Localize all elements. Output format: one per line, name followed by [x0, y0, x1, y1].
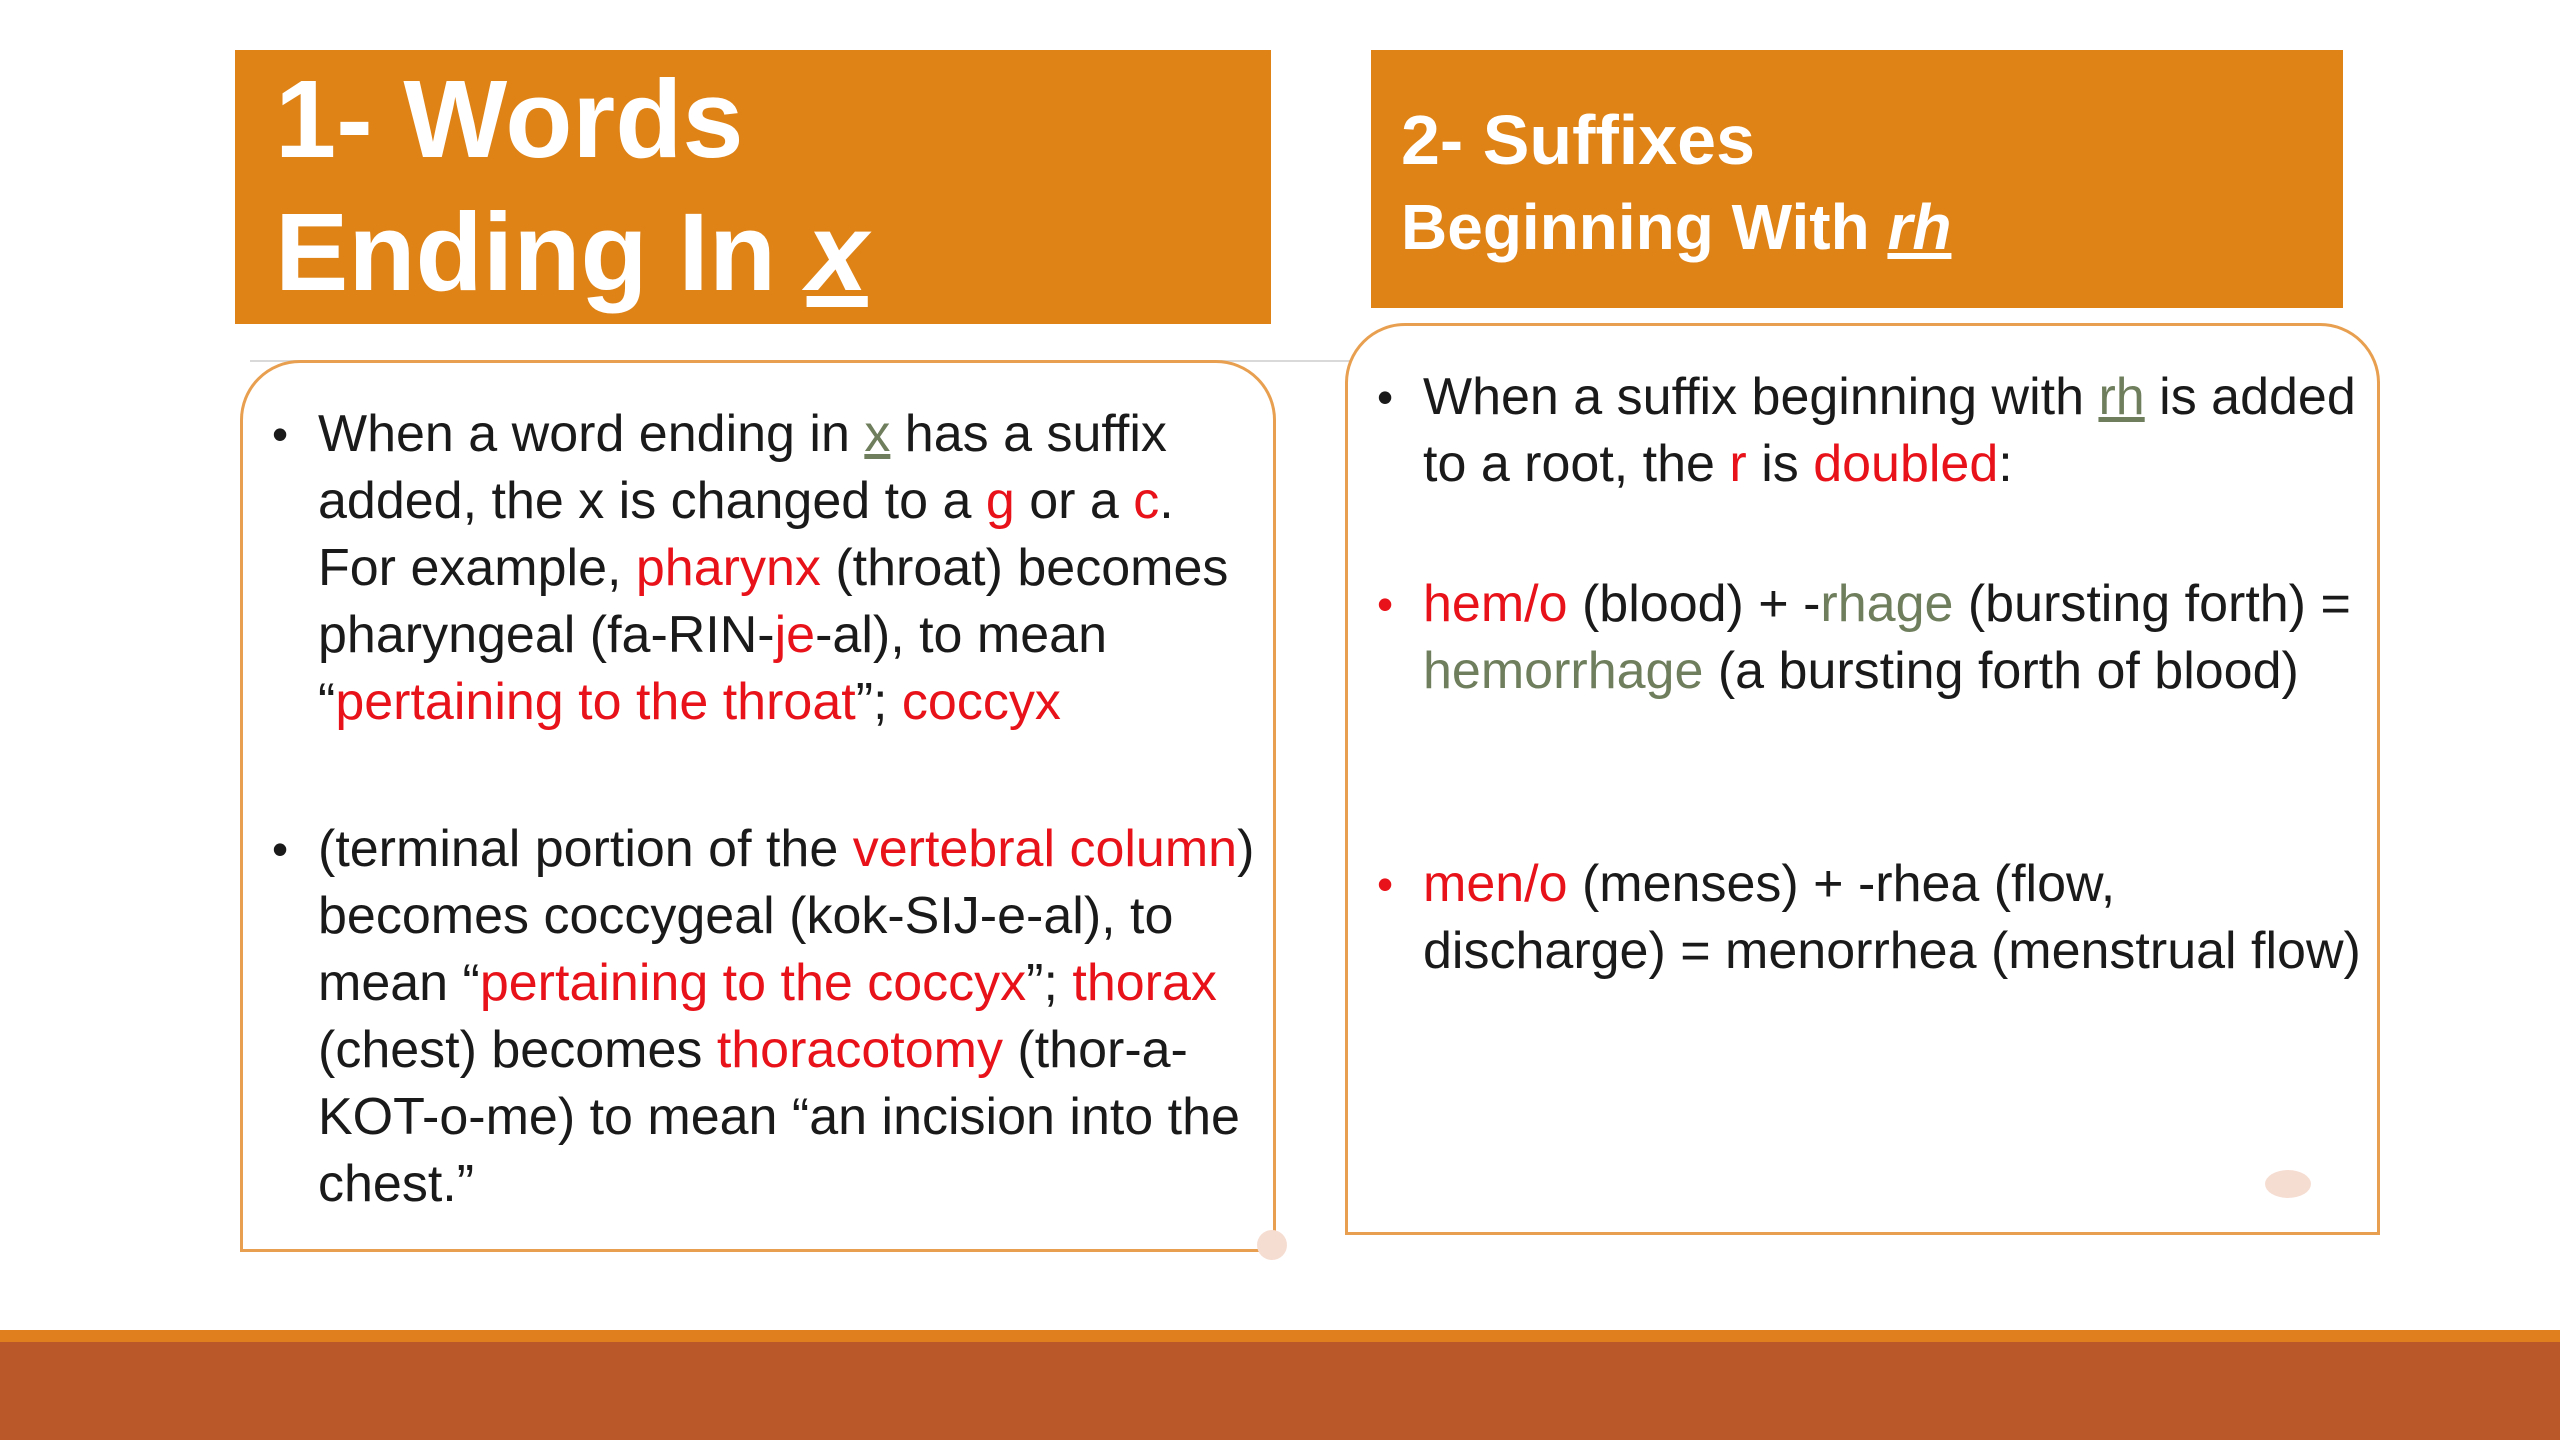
heading1-line2: [275, 191, 868, 314]
heading2-line1: 2- Suffixes: [1401, 101, 1755, 179]
card-words-ending-in-x: [240, 360, 1276, 1252]
card1-bullet-paragraph-2: • (terminal portion of the vertebral column) becomes coccygeal (kok-SIJ-e-al), to mean “pertaining to the coccyx”; thorax (chest) becomes thoracotomy (thor-a-KOT-o-me) to mean “an incision into the chest.”: [318, 816, 1263, 1218]
card2-bullet-paragraph-3: • men/o (menses) + -rhea (flow, discharge) = menorrhea (menstrual flow): [1423, 851, 2363, 985]
heading2-line2-prefix: Beginning With: [1401, 191, 1888, 263]
bullet-dot: •: [1377, 858, 1394, 910]
card2-bullet-paragraph-1: • When a suffix beginning with rh is added to a root, the r is doubled:: [1423, 364, 2363, 498]
heading1-letter-x: x: [806, 191, 868, 314]
bullet-dot: •: [1377, 371, 1394, 423]
heading2-letters-rh: rh: [1887, 191, 1952, 263]
heading-suffixes-beginning-with-rh: [1371, 50, 2343, 308]
decorative-oval: [2265, 1170, 2311, 1198]
bullet-dot: •: [272, 823, 289, 875]
bullet-dot: •: [272, 408, 289, 460]
bullet-dot: •: [1377, 578, 1394, 630]
decorative-dot: [1257, 1230, 1287, 1260]
heading-words-ending-in-x: [235, 50, 1271, 324]
heading2-line2: [1401, 191, 1952, 263]
footer-band: [0, 1342, 2560, 1440]
heading1-line2-prefix: Ending In: [275, 191, 807, 314]
card1-bullet-paragraph-1: • When a word ending in x has a suffix added, the x is changed to a g or a c. For example, pharynx (throat) becomes pharyngeal (fa-RIN-je-al), to mean “pertaining to the throat”; coccyx: [318, 401, 1263, 736]
card2-bullet-paragraph-2: • hem/o (blood) + -rhage (bursting forth) = hemorrhage (a bursting forth of blood): [1423, 571, 2363, 705]
heading1-line1: 1- Words: [275, 58, 744, 181]
footer-accent-stripe: [0, 1330, 2560, 1342]
card-suffixes-beginning-with-rh: [1345, 323, 2380, 1235]
